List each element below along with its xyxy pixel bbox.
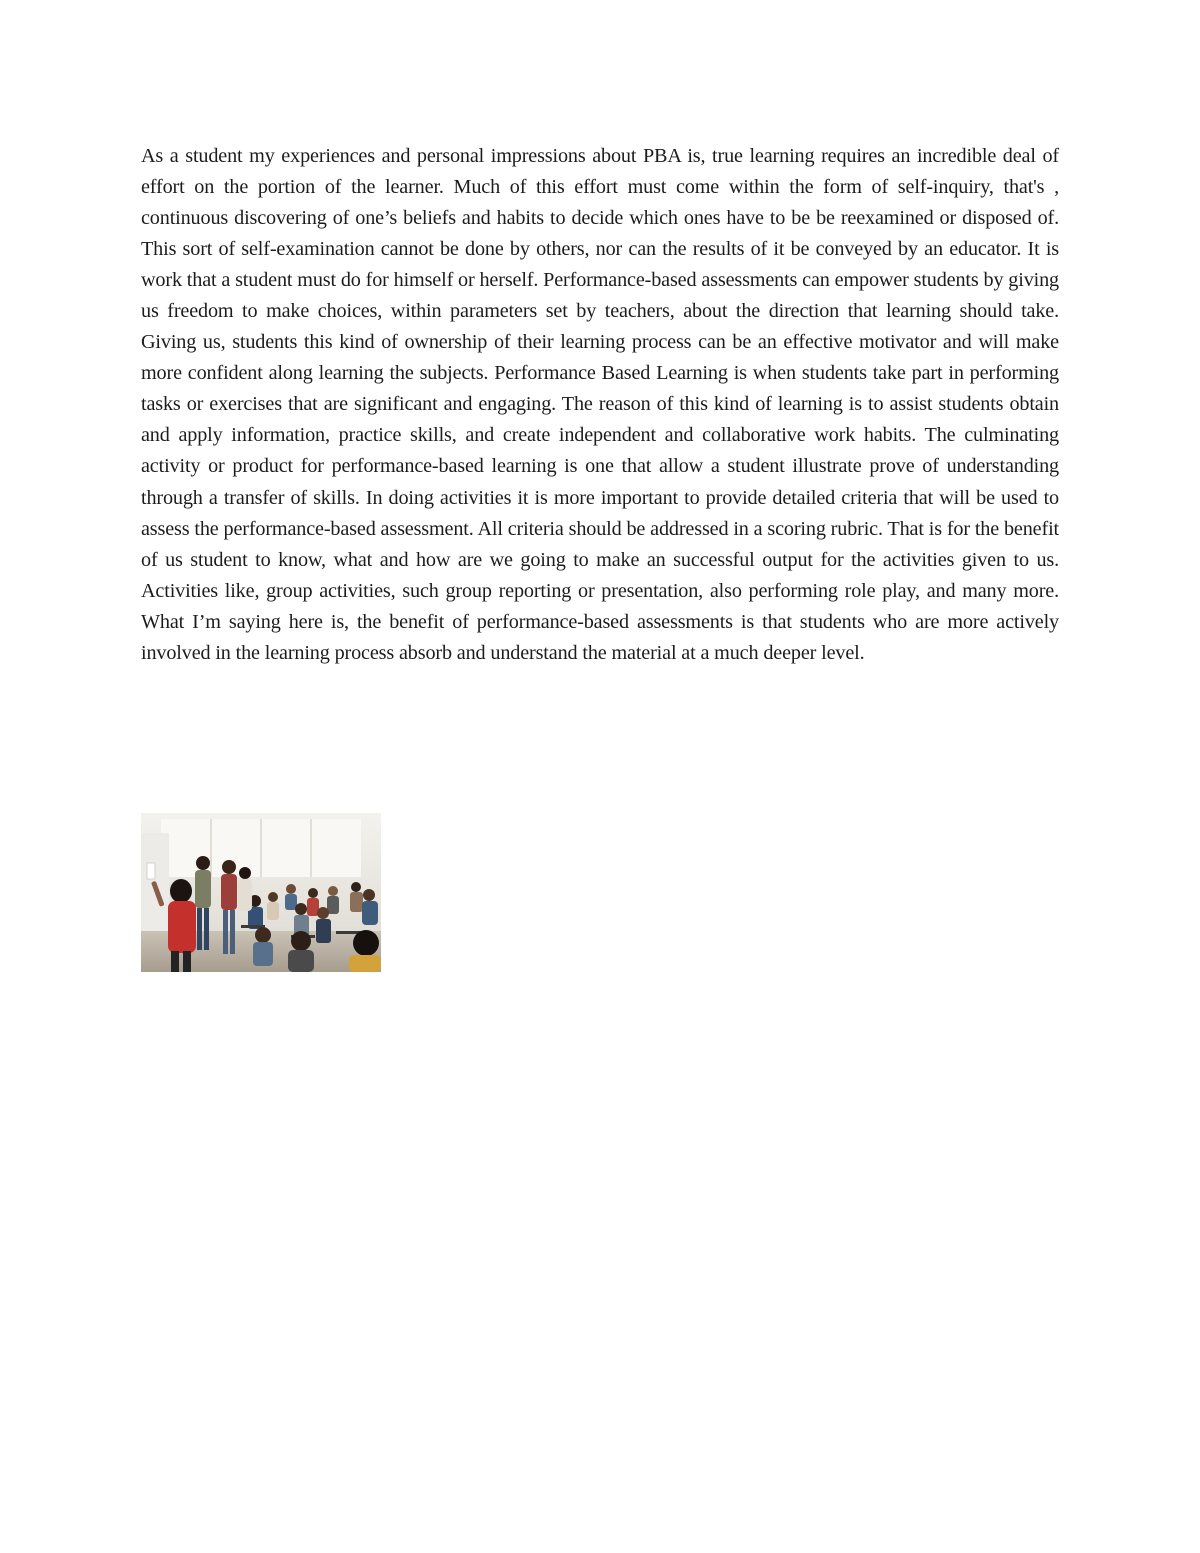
classroom-photo [141,813,381,972]
essay-paragraph: As a student my experiences and personal impressions about PBA is, true learning requires an incredible deal of effort on the portion of the learner. Much of this effort must come within the form of self-inquiry, that's , continuous discovering of one’s beliefs and habits to decide which ones have to be be reexamined or disposed of. This sort of self-examination cannot be done by others, nor can the results of it be conveyed by an educator. It is work that a student must do for himself or herself. Performance-based assessments can empower students by giving us freedom to make choices, within parameters set by teachers, about the direction that learning should take. Giving us, students this kind of ownership of their learning process can be an effective motivator and will make more confident along learning the subjects. Performance Based Learning is when students take part in performing tasks or exercises that are significant and engaging. The reason of this kind of learning is to assist students obtain and apply information, practice skills, and create independent and collaborative work habits. The culminating activity or product for performance-based learning is one that allow a student illustrate prove of understanding through a transfer of skills. In doing activities it is more important to provide detailed criteria that will be used to assess the performance-based assessment. All criteria should be addressed in a scoring rubric. That is for the benefit of us student to know, what and how are we going to make an successful output for the activities given to us. Activities like, group activities, such group reporting or presentation, also performing role play, and many more. What I’m saying here is, the benefit of performance-based assessments is that students who are more actively involved in the learning process absorb and understand the material at a much deeper level. [141,145,1059,664]
essay-body [141,141,1059,669]
